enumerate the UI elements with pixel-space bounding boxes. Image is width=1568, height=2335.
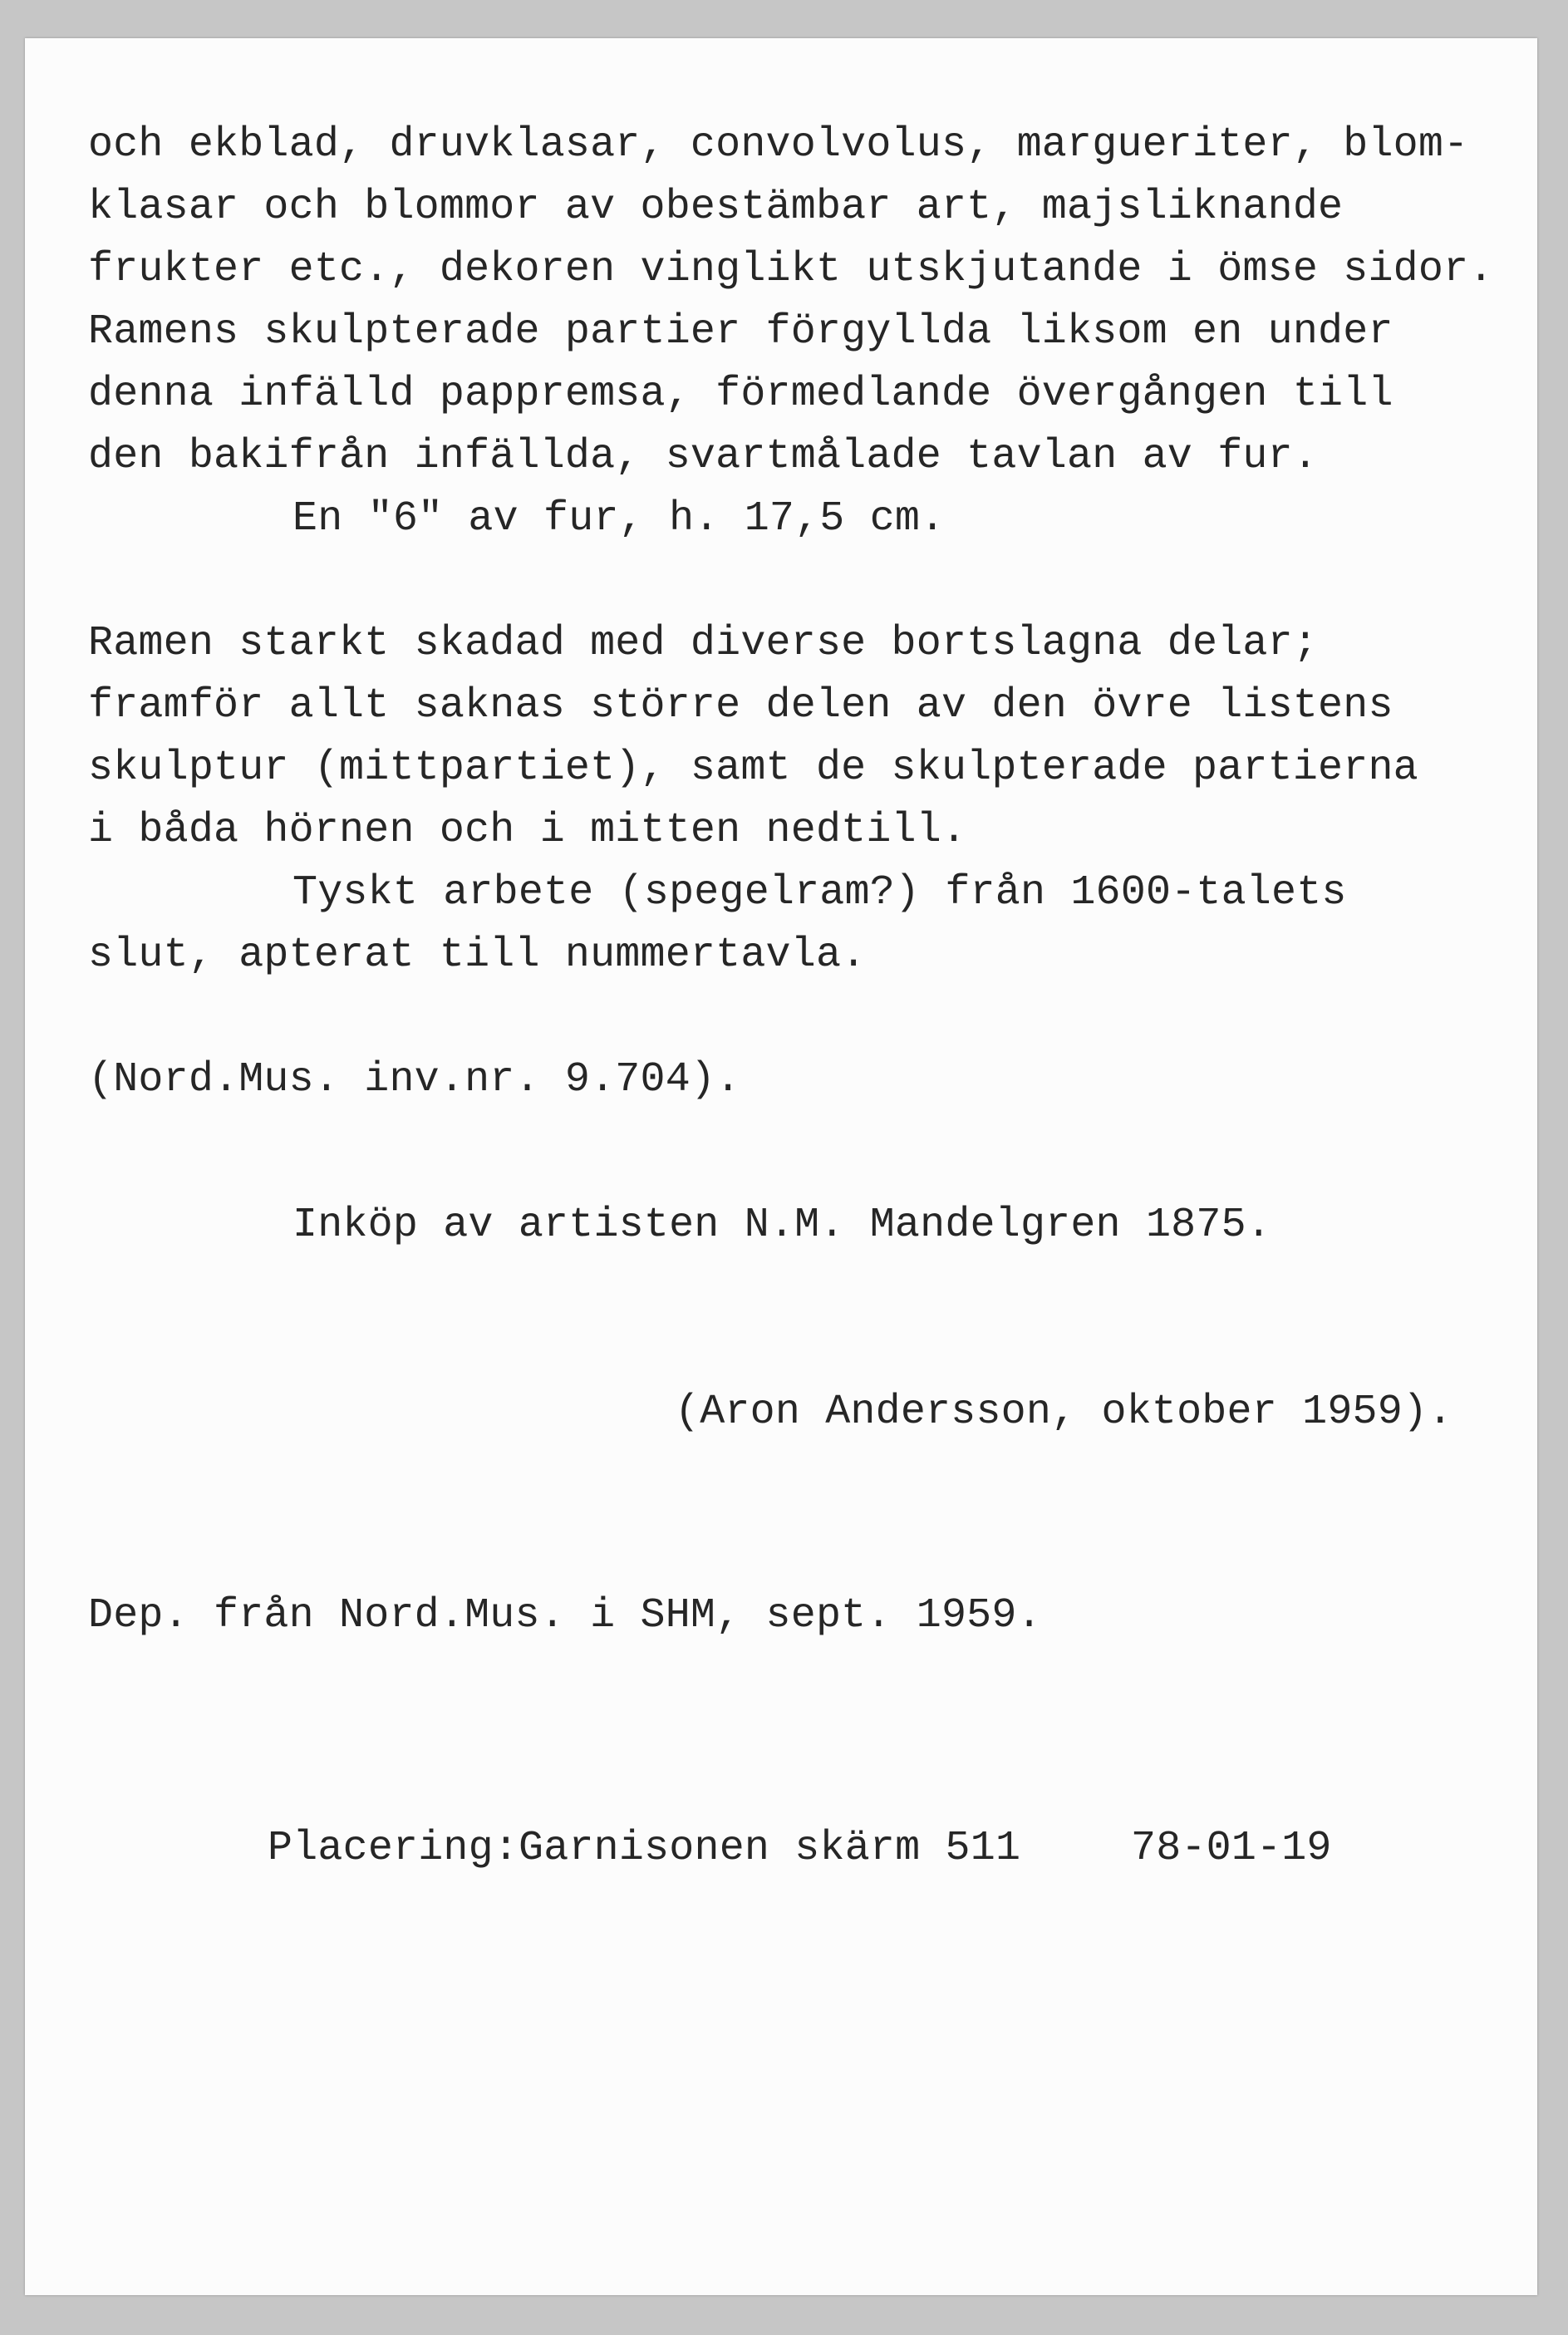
text-line: skulptur (mittpartiet), samt de skulpterade partierna bbox=[88, 745, 1418, 792]
placement-date: 78-01-19 bbox=[1131, 1825, 1332, 1872]
inventory-number: (Nord.Mus. inv.nr. 9.704). bbox=[88, 1056, 741, 1104]
text-line: Tyskt arbete (spegelram?) från 1600-talets bbox=[292, 869, 1347, 917]
author-signature: (Aron Andersson, oktober 1959). bbox=[675, 1389, 1453, 1436]
deposit-note: Dep. från Nord.Mus. i SHM, sept. 1959. bbox=[88, 1592, 1042, 1639]
acquisition-note: Inköp av artisten N.M. Mandelgren 1875. bbox=[292, 1202, 1271, 1249]
text-line: frukter etc., dekoren vinglikt utskjutande i ömse sidor. bbox=[88, 246, 1494, 293]
catalog-card bbox=[25, 38, 1537, 2295]
text-line: framför allt saknas större delen av den övre listens bbox=[88, 682, 1394, 730]
text-line: denna infälld pappremsa, förmedlande övergången till bbox=[88, 371, 1394, 418]
text-line: Ramen starkt skadad med diverse bortslagna delar; bbox=[88, 620, 1319, 667]
text-line: En "6" av fur, h. 17,5 cm. bbox=[292, 495, 946, 543]
text-line: slut, apterat till nummertavla. bbox=[88, 932, 867, 979]
text-line: Ramens skulpterade partier förgyllda liksom en under bbox=[88, 308, 1394, 356]
text-line: den bakifrån infällda, svartmålade tavlan av fur. bbox=[88, 433, 1319, 480]
text-line: och ekblad, druvklasar, convolvolus, margueriter, blom- bbox=[88, 121, 1469, 169]
text-line: i båda hörnen och i mitten nedtill. bbox=[88, 807, 967, 854]
placement-label: Placering:Garnisonen skärm 511 bbox=[268, 1825, 1021, 1872]
text-line: klasar och blommor av obestämbar art, majsliknande bbox=[88, 184, 1344, 231]
